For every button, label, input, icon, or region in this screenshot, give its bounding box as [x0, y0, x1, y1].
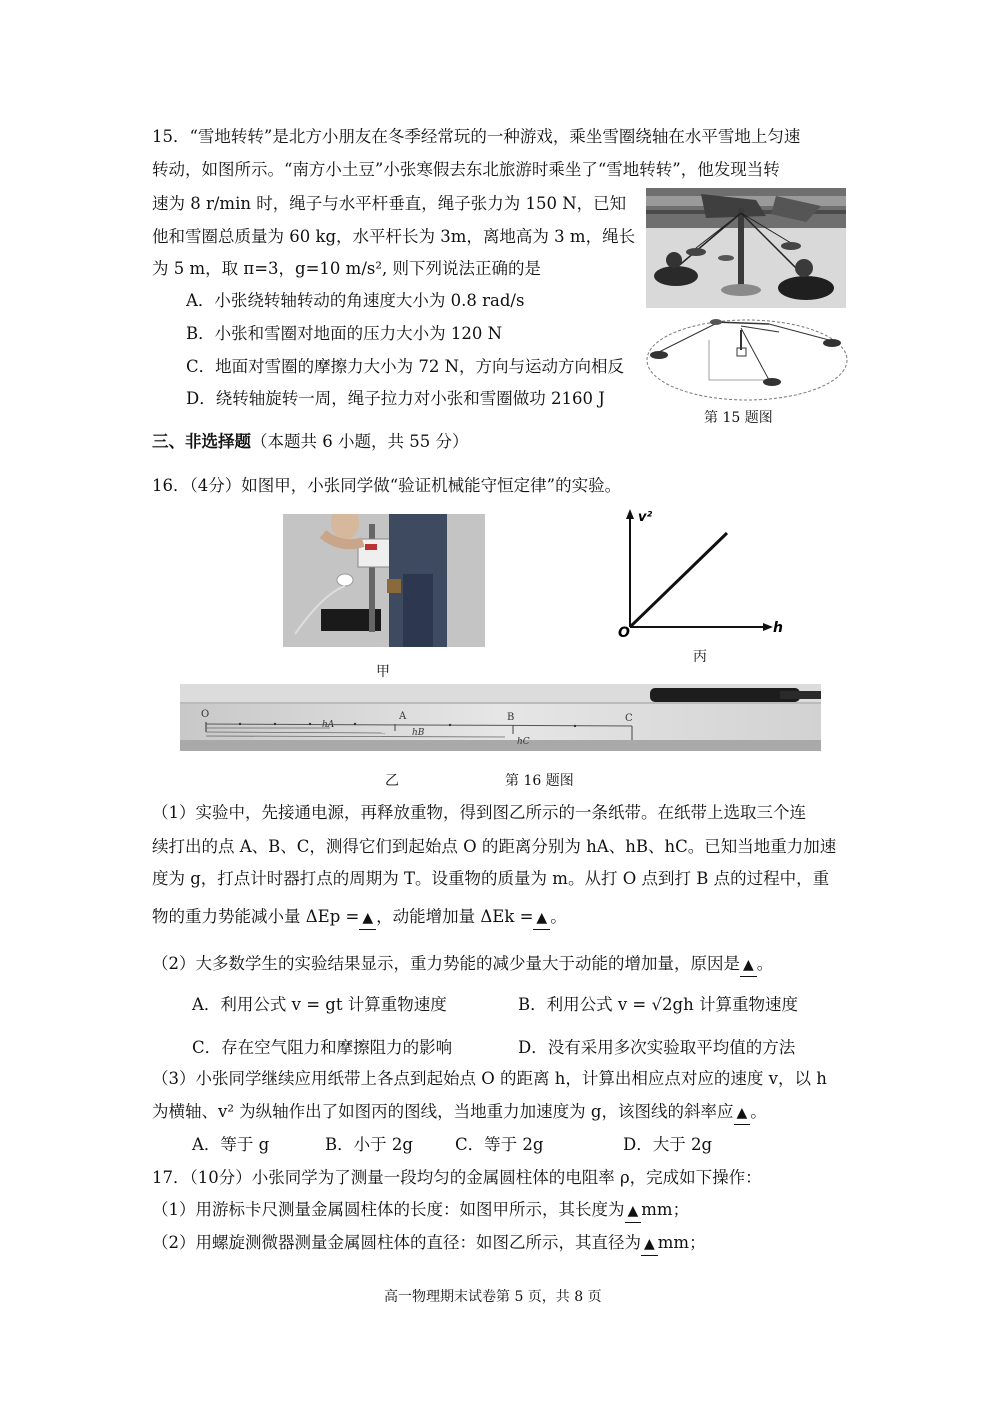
q16-v2-h-graph — [605, 505, 790, 645]
q16-caption-jia: 甲 — [376, 664, 390, 680]
tape-label-hc: hC — [517, 737, 530, 747]
section-3-title: 三、非选择题 — [152, 432, 251, 451]
q16-p3-end: 。 — [750, 1102, 767, 1121]
q15-option-c: C．地面对雪圈的摩擦力大小为 72 N，方向与运动方向相反 — [186, 357, 625, 376]
q16-p2-end: 。 — [756, 954, 774, 973]
tape-label-hb: hB — [412, 728, 425, 738]
triangle-icon: ▲ — [362, 910, 374, 926]
q16-apparatus-photo — [283, 514, 485, 647]
tape-label-b: B — [507, 712, 515, 723]
q15-line-1: 15．“雪地转转”是北方小朋友在冬季经常玩的一种游戏，乘坐雪圈绕轴在水平雪地上匀速 — [152, 127, 801, 146]
answer-blank-length[interactable] — [625, 1199, 642, 1223]
q16-graph-origin: O — [618, 625, 630, 641]
q15-option-a: A．小张绕转轴转动的角速度大小为 0.8 rad/s — [186, 291, 525, 310]
q17-p1 — [152, 1199, 689, 1223]
triangle-icon: ▲ — [627, 1203, 639, 1219]
q17-p1-text: （1）用游标卡尺测量金属圆柱体的长度：如图甲所示，其长度为 — [152, 1200, 625, 1219]
q17-p2-text: （2）用螺旋测微器测量金属圆柱体的直径：如图乙所示，其直径为 — [152, 1233, 641, 1252]
tape-label-a: A — [399, 711, 407, 722]
q15-snow-ride-photo — [646, 188, 846, 308]
q17-p2 — [152, 1232, 706, 1256]
section-3-note: （本题共 6 小题，共 55 分） — [251, 432, 469, 451]
tape-label-ha: hA — [322, 720, 335, 730]
triangle-icon: ▲ — [536, 910, 548, 926]
answer-blank-slope[interactable] — [734, 1101, 751, 1125]
q16-p1-text-c: 。 — [550, 907, 567, 926]
answer-blank-reason[interactable] — [740, 953, 757, 977]
section-3-heading — [152, 431, 468, 453]
answer-blank-diameter[interactable] — [641, 1232, 658, 1256]
q16-p1-line-3: 度为 g，打点计时器打点的周期为 T。设重物的质量为 m。从打 O 点到打 B 点的过程中，重 — [152, 869, 830, 888]
q15-line-2: 转动，如图所示。“南方小土豆”小张寒假去东北旅游时乘坐了“雪地转转”，他发现当转 — [152, 160, 780, 179]
q16-p3-line-1: （3）小张同学继续应用纸带上各点到起始点 O 的距离 h，计算出相应点对应的速度 v，以 h — [152, 1069, 827, 1088]
answer-blank-ep[interactable] — [359, 906, 376, 930]
q16-graph-ylabel: v² — [638, 510, 653, 525]
q16-p1-text-b: ，动能增加量 ΔEk = — [376, 907, 534, 926]
tape-label-c: C — [625, 713, 633, 724]
q17-p2-unit: mm； — [657, 1233, 706, 1252]
q16-paper-tape-photo — [180, 684, 821, 751]
q15-option-d: D．绕转轴旋转一周，绳子拉力对小张和雪圈做功 2160 J — [186, 389, 605, 408]
q16-p3-text: 为横轴、v² 为纵轴作出了如图丙的图线，当地重力加速度为 g，该图线的斜率应 — [152, 1102, 734, 1121]
q16-p3-option-d: D．大于 2g — [623, 1135, 713, 1154]
q16-p1-line-1: （1）实验中，先接通电源，再释放重物，得到图乙所示的一条纸带。在纸带上选取三个连 — [152, 803, 806, 822]
q16-p2-option-a: A．利用公式 v = gt 计算重物速度 — [192, 995, 447, 1014]
q16-p1-text-a: 物的重力势能减小量 ΔEp = — [152, 907, 360, 926]
q16-p2 — [152, 953, 773, 977]
q16-p3-option-a: A．等于 g — [192, 1135, 270, 1154]
q15-option-b: B．小张和雪圈对地面的压力大小为 120 N — [186, 324, 503, 343]
q16-p1-line-4 — [152, 906, 567, 930]
q16-caption-yi: 乙 — [385, 773, 399, 789]
q16-graph-xlabel: h — [773, 620, 783, 636]
q16-figure-caption: 第 16 题图 — [505, 773, 574, 789]
triangle-icon: ▲ — [743, 957, 754, 973]
q16-p2-option-c: C．存在空气阻力和摩擦阻力的影响 — [192, 1038, 453, 1057]
q17-p1-unit: mm； — [641, 1200, 690, 1219]
q15-line-4: 他和雪圈总质量为 60 kg，水平杆长为 3m，离地高为 3 m，绳长 — [152, 227, 636, 246]
q16-intro: 16．（4分）如图甲，小张同学做“验证机械能守恒定律”的实验。 — [152, 476, 622, 495]
q15-line-3: 速为 8 r/min 时，绳子与水平杆垂直，绳子张力为 150 N，已知 — [152, 194, 627, 213]
answer-blank-ek[interactable] — [533, 906, 550, 930]
q15-line-5: 为 5 m，取 π=3，g=10 m/s², 则下列说法正确的是 — [152, 259, 541, 278]
q16-p2-option-d: D．没有采用多次实验取平均值的方法 — [518, 1038, 796, 1057]
triangle-icon: ▲ — [644, 1236, 655, 1252]
q16-p3-line-2 — [152, 1101, 767, 1125]
page-footer: 高一物理期末试卷第 5 页，共 8 页 — [384, 1289, 602, 1305]
triangle-icon: ▲ — [736, 1105, 748, 1121]
q16-p3-option-b: B．小于 2g — [325, 1135, 413, 1154]
q16-caption-bing: 丙 — [693, 649, 707, 665]
q16-p2-option-b: B．利用公式 v = √2gh 计算重物速度 — [518, 995, 798, 1014]
q16-graph-line — [630, 533, 727, 627]
q16-p3-option-c: C．等于 2g — [455, 1135, 544, 1154]
q16-p2-text: （2）大多数学生的实验结果显示，重力势能的减少量大于动能的增加量，原因是 — [152, 954, 740, 973]
q15-rotation-diagram — [644, 310, 850, 405]
q15-figure-caption: 第 15 题图 — [704, 410, 773, 426]
q16-p1-line-2: 续打出的点 A、B、C，测得它们到起始点 O 的距离分别为 hA、hB、hC。已知当地重力加速 — [152, 837, 837, 856]
q17-intro: 17．（10分）小张同学为了测量一段均匀的金属圆柱体的电阻率 ρ，完成如下操作： — [152, 1168, 762, 1187]
tape-label-o: O — [201, 709, 210, 720]
